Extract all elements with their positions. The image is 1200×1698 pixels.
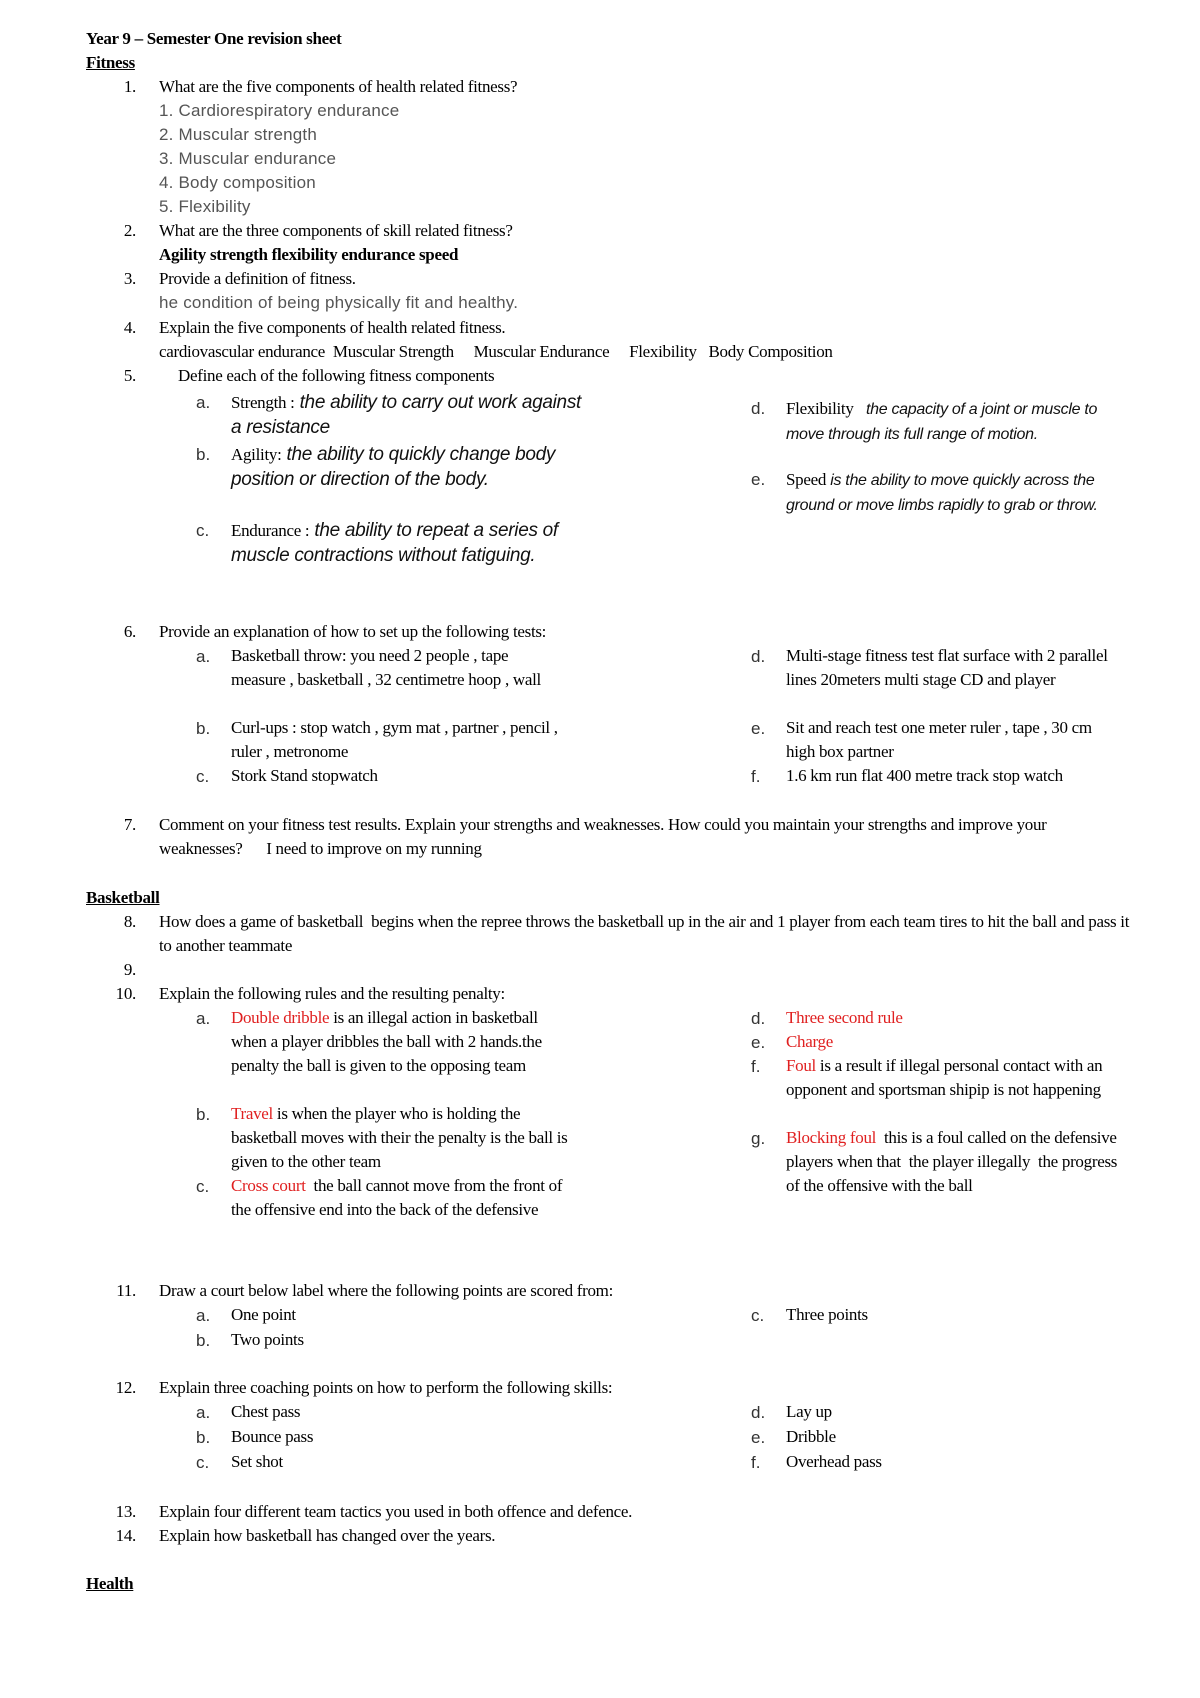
rule-item — [786, 1030, 1131, 1054]
definition-item — [786, 468, 1131, 518]
item-letter: e. — [751, 1033, 766, 1052]
answer-line: cardiovascular endurance Muscular Strength Muscular Endurance Flexibility Body Composition — [159, 342, 833, 361]
question-text: Provide a definition of fitness. — [159, 269, 356, 288]
item-letter: c. — [196, 1453, 210, 1472]
rule-term: Charge — [786, 1032, 833, 1051]
question-number: 11. — [116, 1281, 136, 1300]
term-definition: is the ability to move quickly across the ground or move limbs rapidly to grab or throw. — [786, 472, 1098, 514]
item-letter: f. — [751, 1453, 761, 1472]
item-letter: c. — [751, 1306, 765, 1325]
item-letter: d. — [751, 399, 766, 418]
question-text: Comment on your fitness test results. Explain your strengths and weaknesses. How could you maintain your strengths and improve your weaknesses? I need to improve on my running — [159, 815, 1051, 858]
score-item: Two points — [231, 1330, 304, 1349]
question-number: 5. — [123, 366, 136, 385]
test-item: Multi-stage fitness test flat surface with 2 parallel lines 20meters multi stage CD and player — [786, 646, 1108, 689]
question-number: 8. — [123, 912, 136, 931]
answer-line: Agility strength flexibility endurance speed — [159, 245, 459, 264]
question-number: 2. — [123, 221, 136, 240]
question-text: Define each of the following fitness components — [178, 366, 495, 385]
item-letter: a. — [196, 647, 211, 666]
item-letter: e. — [751, 470, 766, 489]
question-text: What are the five components of health related fitness? — [159, 77, 518, 96]
answer-line: 5. Flexibility — [159, 197, 251, 216]
term-label: Strength : — [231, 393, 295, 412]
item-letter: d. — [751, 1403, 766, 1422]
question-number: 3. — [123, 269, 136, 288]
term-definition: the ability to quickly change body position or direction of the body. — [231, 444, 556, 490]
term-definition: the ability to carry out work against a resistance — [231, 392, 581, 438]
question-text: What are the three components of skill related fitness? — [159, 221, 513, 240]
rule-term: Blocking foul — [786, 1128, 877, 1147]
rule-text: is an illegal action in basketball when a player dribbles the ball with 2 hands.the penalty the ball is given to the opposing team — [231, 1008, 542, 1075]
rule-item — [231, 1174, 571, 1222]
question-number: 14. — [115, 1526, 136, 1545]
definition-item — [231, 390, 581, 440]
item-letter: a. — [196, 1306, 211, 1325]
item-letter: c. — [196, 767, 210, 786]
question-text: Explain four different team tactics you used in both offence and defence. — [159, 1502, 633, 1521]
definition-item — [231, 518, 561, 568]
rule-item — [786, 1126, 1131, 1198]
skill-item: Dribble — [786, 1427, 836, 1446]
question-text: Explain the following rules and the resulting penalty: — [159, 984, 505, 1003]
item-letter: a. — [196, 1009, 211, 1028]
question-text: Explain how basketball has changed over the years. — [159, 1526, 496, 1545]
question-number: 9. — [123, 960, 136, 979]
skill-item: Set shot — [231, 1452, 283, 1471]
test-item: 1.6 km run flat 400 metre track stop watch — [786, 766, 1063, 785]
answer-line: 4. Body composition — [159, 173, 316, 192]
item-letter: a. — [196, 1403, 211, 1422]
rule-item — [231, 1006, 561, 1078]
item-letter: g. — [751, 1129, 766, 1148]
question-number: 6. — [123, 622, 136, 641]
skill-item: Overhead pass — [786, 1452, 882, 1471]
section-heading-fitness: Fitness — [86, 53, 135, 72]
answer-line: 2. Muscular strength — [159, 125, 318, 144]
definition-item — [786, 397, 1131, 447]
item-letter: b. — [196, 1105, 211, 1124]
term-definition: the ability to repeat a series of muscle contractions without fatiguing. — [231, 520, 558, 566]
test-item: Curl-ups : stop watch , gym mat , partner , pencil , ruler , metronome — [231, 718, 558, 761]
item-letter: c. — [196, 521, 210, 540]
rule-item — [786, 1054, 1131, 1102]
skill-item: Lay up — [786, 1402, 832, 1421]
term-definition: the capacity of a joint or muscle to move through its full range of motion. — [786, 401, 1102, 443]
question-text: Explain the five components of health related fitness. — [159, 318, 506, 337]
question-number: 1. — [123, 77, 136, 96]
answer-line: he condition of being physically fit and healthy. — [159, 293, 519, 312]
question-number: 7. — [123, 815, 136, 834]
question-text: Provide an explanation of how to set up the following tests: — [159, 622, 547, 641]
test-item: Sit and reach test one meter ruler , tape , 30 cm high box partner — [786, 718, 1092, 761]
item-letter: b. — [196, 1331, 211, 1350]
score-item: Three points — [786, 1305, 868, 1324]
rule-text: is when the player who is holding the basketball moves with their the penalty is the ball is given to the other team — [231, 1104, 568, 1171]
rule-text: the ball cannot move from the front of the offensive end into the back of the defensive — [231, 1176, 567, 1219]
item-letter: b. — [196, 445, 211, 464]
skill-item: Chest pass — [231, 1402, 301, 1421]
item-letter: e. — [751, 719, 766, 738]
question-number: 12. — [115, 1378, 136, 1397]
question-text: Draw a court below label where the following points are scored from: — [159, 1281, 614, 1300]
test-item: Stork Stand stopwatch — [231, 766, 378, 785]
rule-term: Cross court — [231, 1176, 306, 1195]
rule-item — [231, 1102, 571, 1174]
answer-line: 1. Cardiorespiratory endurance — [159, 101, 400, 120]
item-letter: d. — [751, 1009, 766, 1028]
section-heading-basketball: Basketball — [86, 888, 160, 907]
rule-item — [786, 1006, 1131, 1030]
item-letter: b. — [196, 1428, 211, 1447]
term-label: Endurance : — [231, 521, 310, 540]
item-letter: a. — [196, 393, 211, 412]
rule-term: Double dribble — [231, 1008, 330, 1027]
rule-term: Travel — [231, 1104, 273, 1123]
question-number: 4. — [123, 318, 136, 337]
question-text: Explain three coaching points on how to perform the following skills: — [159, 1378, 613, 1397]
question-number: 13. — [115, 1502, 136, 1521]
rule-text: is a result if illegal personal contact with an opponent and sportsman shipip is not happening — [786, 1056, 1103, 1099]
term-label: Agility: — [231, 445, 282, 464]
question-number: 10. — [115, 984, 136, 1003]
term-label: Flexibility — [786, 399, 854, 418]
skill-item: Bounce pass — [231, 1427, 314, 1446]
item-letter: f. — [751, 767, 761, 786]
definition-item — [231, 442, 581, 492]
item-letter: e. — [751, 1428, 766, 1447]
score-item: One point — [231, 1305, 296, 1324]
item-letter: d. — [751, 647, 766, 666]
rule-text: this is a foul called on the defensive players when that the player illegally the progress of the offensive with the ball — [786, 1128, 1122, 1195]
page-title: Year 9 – Semester One revision sheet — [86, 29, 342, 48]
item-letter: f. — [751, 1057, 761, 1076]
question-text: How does a game of basketball begins when the repree throws the basketball up in the air and 1 player from each team tires to hit the ball and pass it to another teammate — [159, 912, 1134, 955]
item-letter: c. — [196, 1177, 210, 1196]
section-heading-health: Health — [86, 1574, 134, 1593]
rule-term: Three second rule — [786, 1008, 903, 1027]
test-item: Basketball throw: you need 2 people , tape measure , basketball , 32 centimetre hoop , wall — [231, 646, 541, 689]
item-letter: b. — [196, 719, 211, 738]
rule-term: Foul — [786, 1056, 816, 1075]
answer-line: 3. Muscular endurance — [159, 149, 337, 168]
term-label: Speed — [786, 470, 827, 489]
